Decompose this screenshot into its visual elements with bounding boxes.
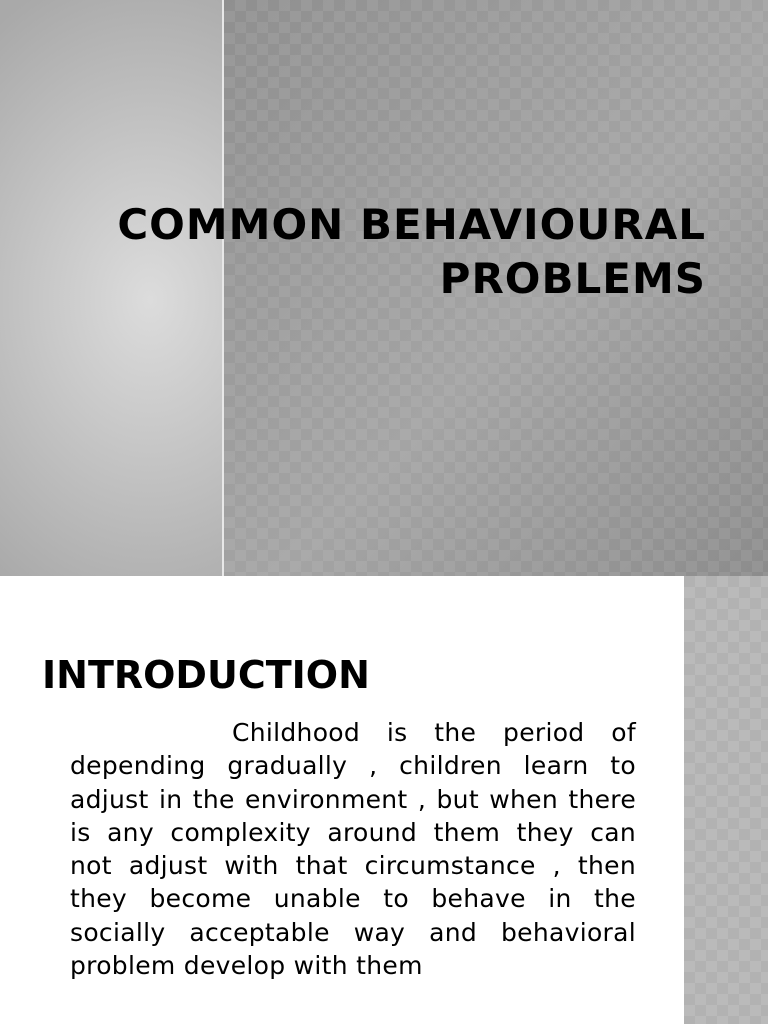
slide-title: COMMON BEHAVIOURAL PROBLEMS xyxy=(117,200,706,303)
introduction-heading: INTRODUCTION xyxy=(42,653,370,697)
patterned-side-strip xyxy=(684,576,768,1024)
introduction-slide xyxy=(0,576,768,1024)
introduction-body-text: Childhood is the period of depending gradually , children learn to adjust in the environment , but when there is any complexity around them they can not adjust with that circumstance , then they become unable to behave in the socially acceptable way and behavioral problem develop with them xyxy=(70,718,636,981)
